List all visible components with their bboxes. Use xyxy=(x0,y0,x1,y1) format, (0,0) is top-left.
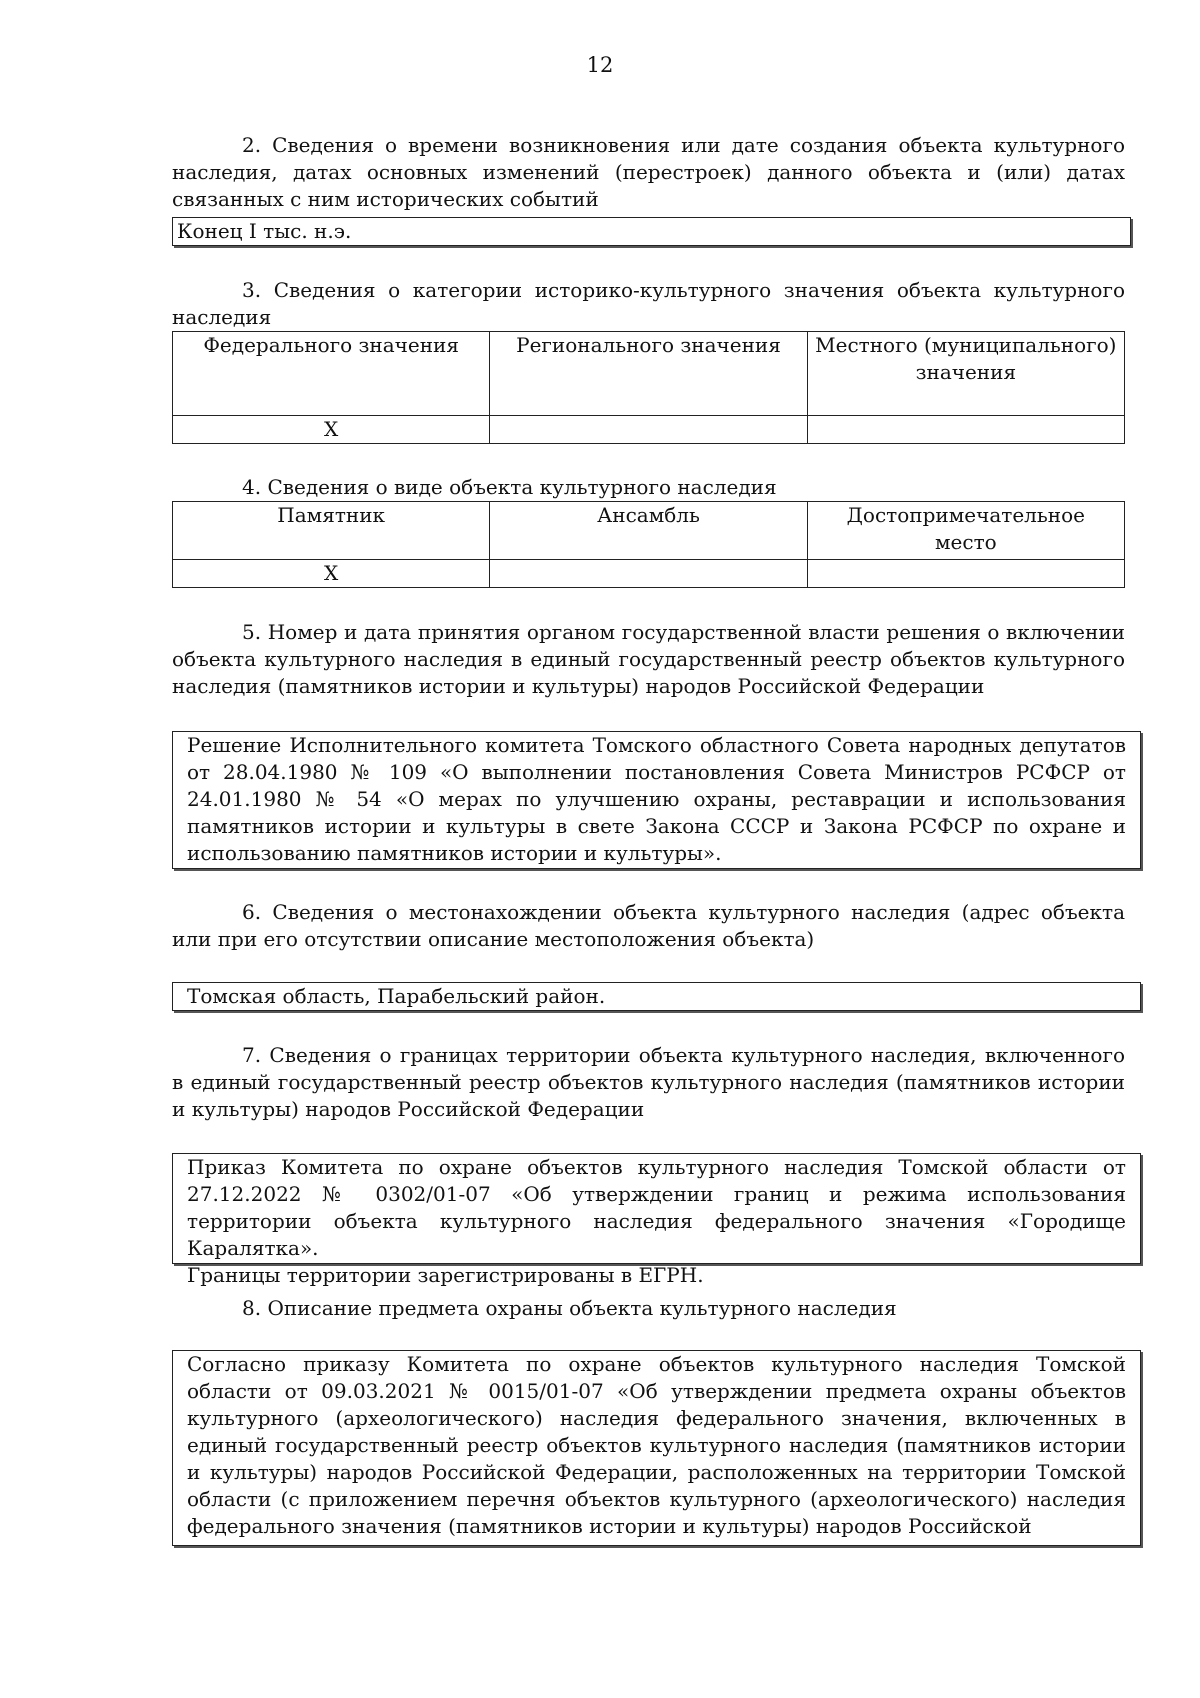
category-table-mark-row xyxy=(173,416,1125,444)
section-5-value: Решение Исполнительного комитета Томского областного Совета народных депутатов от 28.04.1980 № 109 «О выполнении постановления Совета Министров РСФСР от 24.01.1980 № 54 «О мерах по улучшению охраны, реставрации и использования памятников истории и культуры в свете Закона СССР и Закона РСФСР по охране и использованию памятников истории и культуры». xyxy=(187,733,1126,865)
category-regional-mark xyxy=(490,416,807,444)
category-local-mark xyxy=(807,416,1124,444)
section-6 xyxy=(172,899,1125,953)
section-4 xyxy=(172,474,1125,501)
type-ensemble-mark xyxy=(490,560,807,588)
section-6-heading: 6. Сведения о местонахождении объекта культурного наследия (адрес объекта или при его отсутствии описание местоположения объекта) xyxy=(172,900,1125,951)
category-table-header-row xyxy=(173,332,1125,416)
section-3 xyxy=(172,277,1125,331)
type-table-header-row xyxy=(173,502,1125,560)
category-federal-mark: X xyxy=(173,416,490,444)
section-4-heading: 4. Сведения о виде объекта культурного наследия xyxy=(242,475,777,499)
category-regional-header: Регионального значения xyxy=(490,332,807,416)
section-6-value-box xyxy=(172,982,1141,1011)
type-landmark-mark xyxy=(807,560,1124,588)
type-ensemble-header: Ансамбль xyxy=(490,502,807,560)
section-8-heading: 8. Описание предмета охраны объекта культурного наследия xyxy=(242,1296,897,1320)
section-2 xyxy=(172,132,1125,213)
section-2-heading: 2. Сведения о времени возникновения или дате создания объекта культурного наследия, датах основных изменений (перестроек) данного объекта и (или) датах связанных с ним исторических событий xyxy=(172,133,1125,211)
section-5-heading: 5. Номер и дата принятия органом государственной власти решения о включении объекта культурного наследия в единый государственный реестр объектов культурного наследия (памятников истории и культуры) народов Российской Федерации xyxy=(172,620,1125,698)
section-6-value: Томская область, Парабельский район. xyxy=(187,984,606,1008)
section-8 xyxy=(172,1295,1125,1322)
type-table xyxy=(172,501,1125,588)
section-8-value-box xyxy=(172,1350,1141,1546)
type-table-mark-row xyxy=(173,560,1125,588)
section-2-value: Конец I тыс. н.э. xyxy=(177,219,352,243)
category-federal-header: Федерального значения xyxy=(173,332,490,416)
section-5 xyxy=(172,619,1125,700)
type-monument-mark: X xyxy=(173,560,490,588)
section-7 xyxy=(172,1042,1125,1123)
section-7-value-line1: Приказ Комитета по охране объектов культурного наследия Томской области от 27.12.2022 № 0302/01-07 «Об утверждении границ и режима использования территории объекта культурного наследия федерального значения «Городище Каралятка». xyxy=(187,1155,1126,1260)
section-3-heading: 3. Сведения о категории историко-культурного значения объекта культурного наследия xyxy=(172,278,1125,329)
section-8-value: Согласно приказу Комитета по охране объектов культурного наследия Томской области от 09.03.2021 № 0015/01-07 «Об утверждении предмета охраны объектов культурного (археологического) наследия федерального значения, включенных в единый государственный реестр объектов культурного наследия (памятников истории и культуры) народов Российской Федерации, расположенных на территории Томской области (с приложением перечня объектов культурного (археологического) наследия федерального значения (памятников истории и культуры) народов Российской xyxy=(187,1352,1126,1538)
section-7-value-line2: Границы территории зарегистрированы в ЕГРН. xyxy=(187,1263,704,1287)
category-table xyxy=(172,331,1125,444)
page-number: 12 xyxy=(586,53,614,77)
section-2-value-box xyxy=(172,217,1131,246)
type-monument-header: Памятник xyxy=(173,502,490,560)
section-5-value-box xyxy=(172,731,1141,869)
type-landmark-header: Достопримечательное место xyxy=(807,502,1124,560)
section-7-heading: 7. Сведения о границах территории объекта культурного наследия, включенного в единый государственный реестр объектов культурного наследия (памятников истории и культуры) народов Российской Федерации xyxy=(172,1043,1125,1121)
section-7-value-box xyxy=(172,1153,1141,1287)
category-local-header: Местного (муниципального) значения xyxy=(807,332,1124,416)
